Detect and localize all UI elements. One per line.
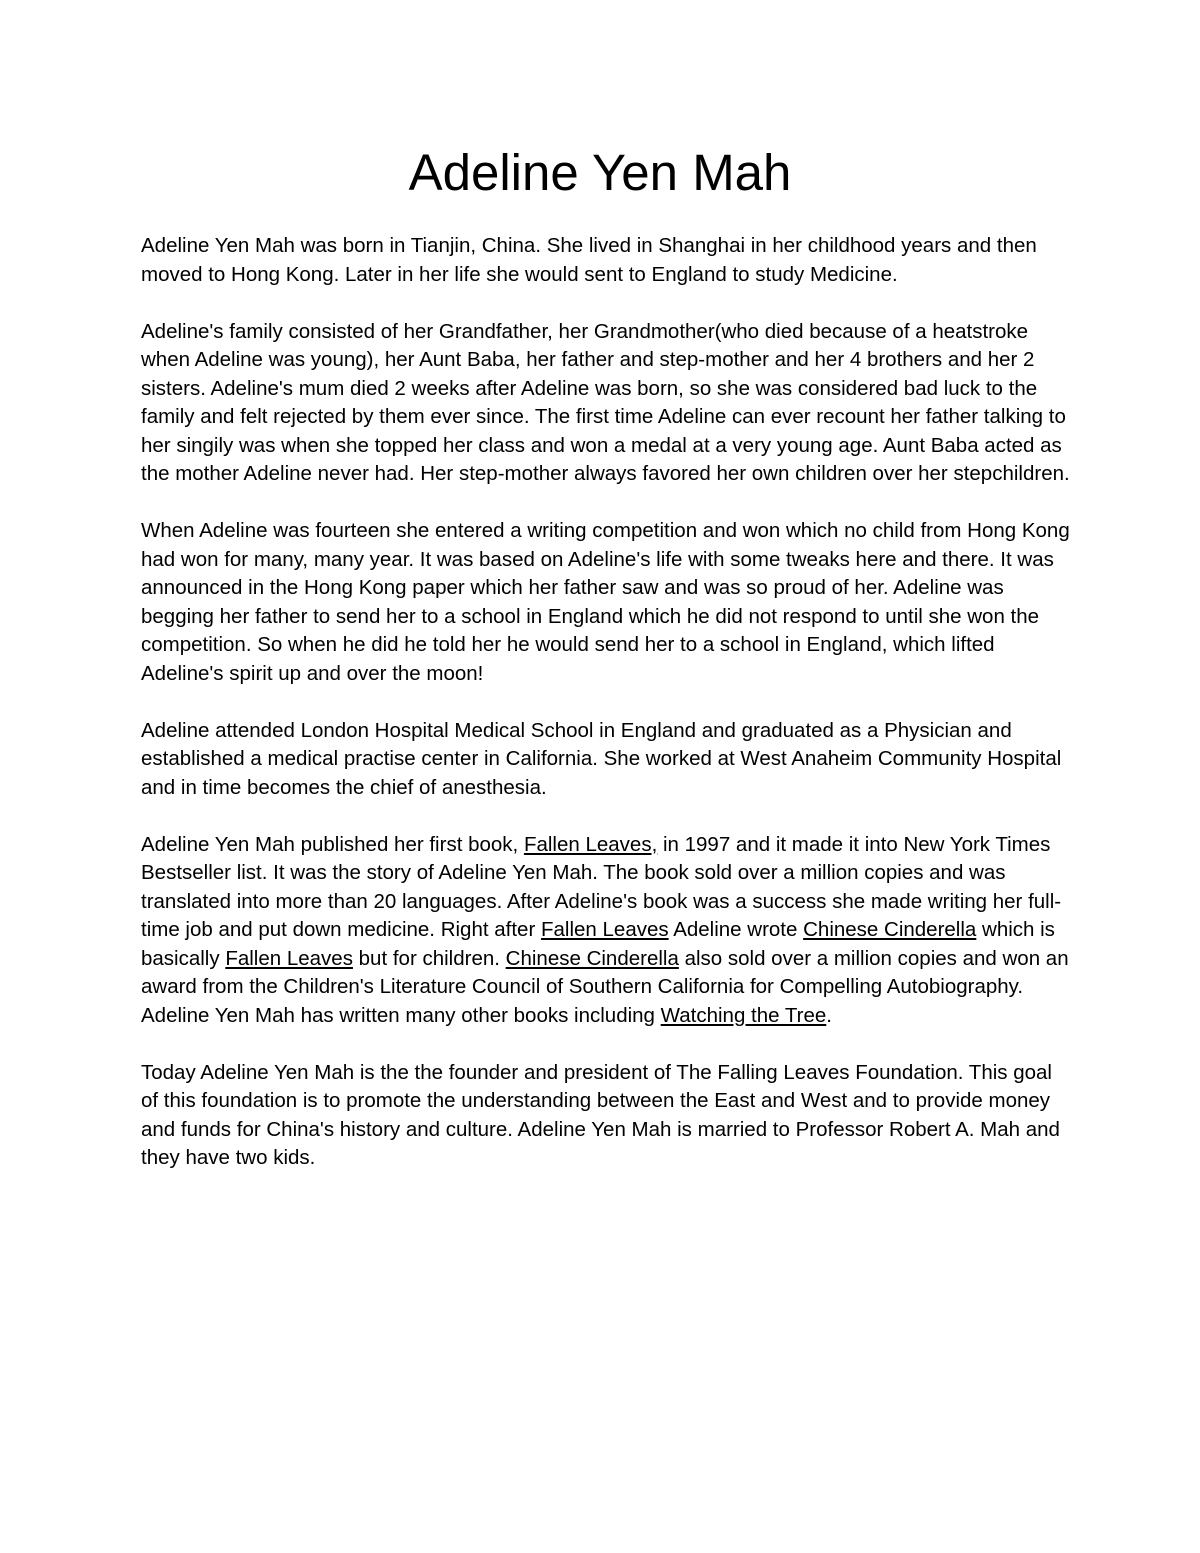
document-body bbox=[141, 232, 1071, 1201]
paragraph-text: Adeline Yen Mah was born in Tianjin, China. She lived in Shanghai in her childhood years and then moved to Hong Kong. Later in her life she would sent to England to study Medicine. bbox=[141, 234, 1037, 286]
book-title: Fallen Leaves bbox=[540, 918, 669, 941]
paragraph bbox=[141, 831, 1071, 1031]
paragraph bbox=[141, 517, 1071, 688]
paragraph-text: . bbox=[826, 1003, 832, 1027]
paragraph-text: Adeline attended London Hospital Medical School in England and graduated as a Physician and established a medical practise center in California. She worked at West Anaheim Community Hospital and in time becomes the chief of anesthesia. bbox=[141, 718, 1062, 799]
book-title: Chinese Cinderella bbox=[505, 946, 679, 970]
paragraph bbox=[141, 318, 1071, 489]
paragraph bbox=[141, 717, 1071, 803]
paragraph-text: Today Adeline Yen Mah is the the founder and president of The Falling Leaves Foundation. This goal of this foundation is to promote the understanding between the East and West and to provide money and funds for China's history and culture. Adeline Yen Mah is married to Professor Robert A. Mah and they have two kids. bbox=[141, 1060, 1060, 1169]
paragraph-text: Adeline's family consisted of her Grandfather, her Grandmother(who died because of a heatstroke when Adeline was young), her Aunt Baba, her father and step-mother and her 4 brothers and her 2 sisters. Adeline's mum died 2 weeks after Adeline was born, so she was considered bad luck to the family and felt rejected by them ever since. The first time Adeline can ever recount her father talking to her singily was when she topped her class and won a medal at a very young age. Aunt Baba acted as the mother Adeline never had. Her step-mother always favored her own children over her stepchildren. bbox=[141, 319, 1070, 485]
paragraph-text: which is basically bbox=[141, 918, 1055, 970]
paragraph-text: Adeline wrote bbox=[668, 918, 804, 941]
book-title: Watching the Tree bbox=[660, 1003, 827, 1027]
book-title: Fallen Leaves bbox=[225, 946, 353, 970]
paragraph bbox=[141, 1059, 1071, 1173]
document-title: Adeline Yen Mah bbox=[408, 144, 792, 201]
book-title: Fallen Leaves, bbox=[523, 832, 658, 856]
book-title: Chinese Cinderella bbox=[803, 918, 977, 941]
paragraph-text: in 1997 and it made it into New York Times Bestseller list. It was the story of Adeline Yen Mah. The book sold over a million copies and was translated into more than 20 languages. After Adeline's book was a success she made writing her full-time job and put down medicine. Right after bbox=[141, 832, 1062, 941]
paragraph-text: but for children. bbox=[352, 946, 506, 970]
paragraph bbox=[141, 232, 1071, 289]
paragraph-text: also sold over a million copies and won an award from the Children's Literature Council of Southern California for Compelling Autobiography. Adeline Yen Mah has written many other books including bbox=[141, 946, 1069, 1027]
paragraph-text: When Adeline was fourteen she entered a writing competition and won which no child from Hong Kong had won for many, many year. It was based on Adeline's life with some tweaks here and there. It was announced in the Hong Kong paper which her father saw and was so proud of her. Adeline was begging her father to send her to a school in England which he did not respond to until she won the competition. So when he did he told her he would send her to a school in England, which lifted Adeline's spirit up and over the moon! bbox=[141, 519, 1070, 685]
paragraph-text: Adeline Yen Mah published her first book, bbox=[141, 832, 524, 856]
